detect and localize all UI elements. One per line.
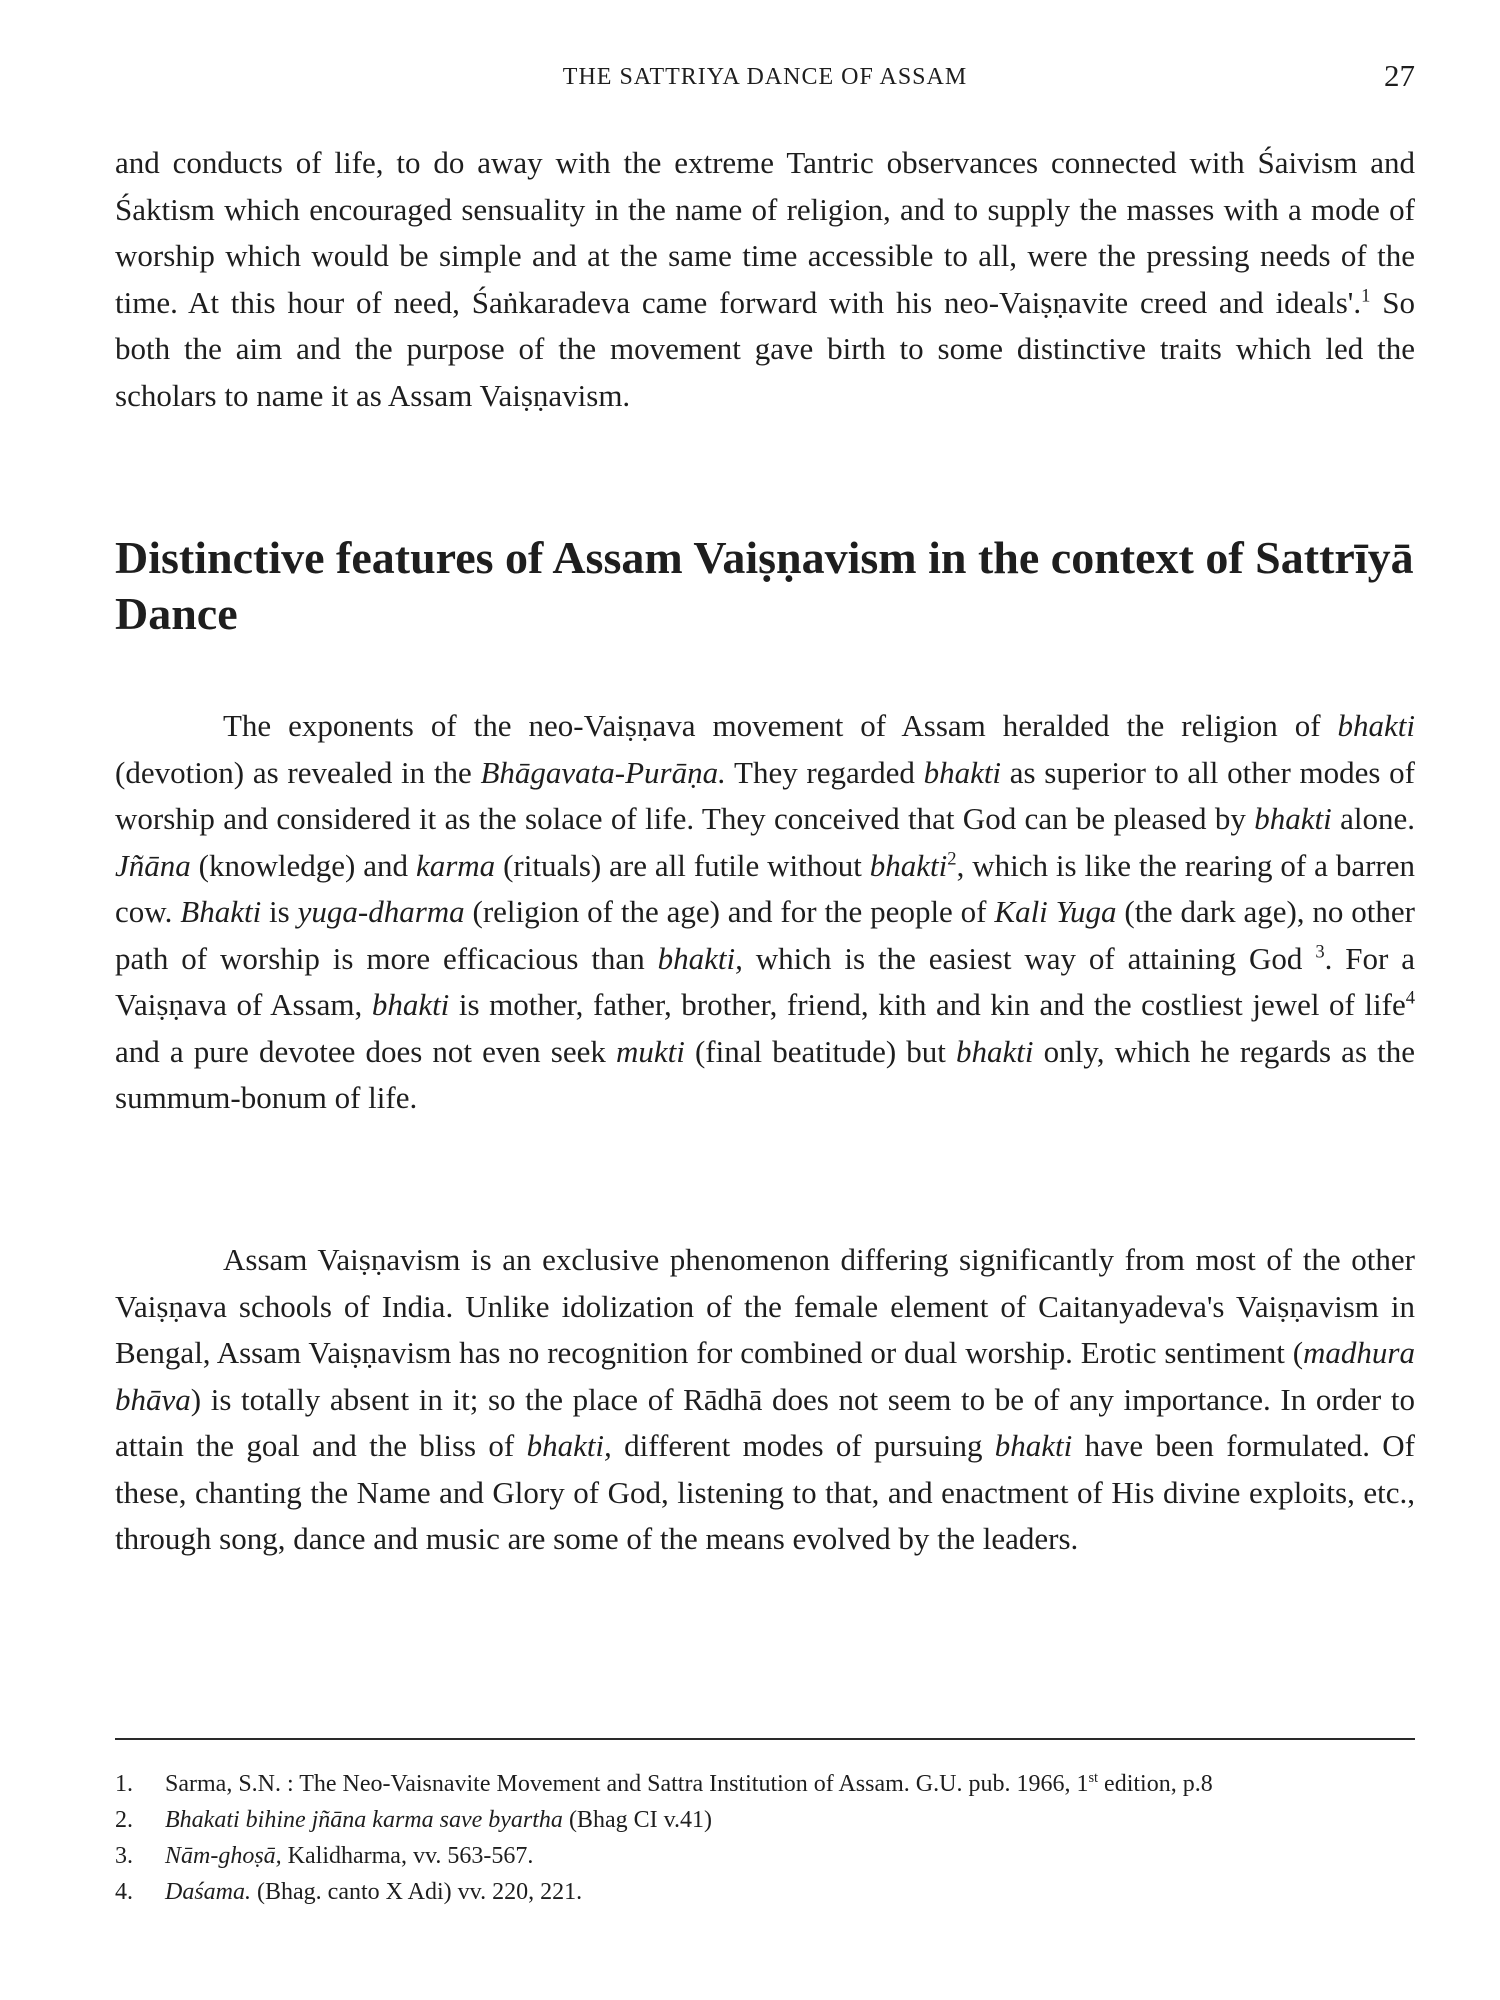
footnote-ref[interactable]: 2 [947,848,957,870]
page-number: 27 [1384,58,1415,93]
paragraph-assam-vaisnavism [115,1237,1415,1563]
text-run: . For a Vaiṣṇava of Assam, [115,940,1415,1022]
text-run: and a pure devotee does not even seek [115,1033,616,1069]
section-heading: Distinctive features of Assam Vaiṣṇavism in the context of Sattrīyā Dance [115,532,1414,639]
text-run: have been formulated. Of these, chanting the Name and Glory of God, listening to that, and enactment of His divine exploits, etc., through song, dance and music are some of the means evolved by the leaders. [115,1428,1415,1556]
emphasis: Bhakti [180,894,262,929]
text-run: is [261,894,298,929]
emphasis: bhakti [1254,801,1332,836]
emphasis: bhakti [869,847,948,883]
emphasis: mukti [615,1033,685,1069]
emphasis: bhakti [923,754,1002,790]
emphasis: bhakti [1337,708,1415,743]
text-run: (rituals) are all futile without [495,847,870,883]
emphasis: karma [415,847,496,883]
emphasis: Bhakati bihine jñāna karma save byartha [165,1807,563,1833]
emphasis: bhakti [994,1428,1073,1463]
text-run: Kalidharma, vv. 563-567. [281,1843,534,1869]
emphasis: Jñāna [115,847,191,883]
text-run: They regarded [725,754,924,790]
footnote-ref[interactable]: 4 [1405,987,1415,1009]
paragraph-bhakti [115,703,1415,1122]
text-run: (devotion) as revealed in the [115,754,481,790]
running-head [115,58,1415,98]
emphasis: bhakti [371,987,450,1022]
text-run: ) is totally absent in it; so the place of Rādhā does not seem to be of any importance. In order to attain the goal and the bliss of [115,1381,1415,1463]
footnote-number: 4. [115,1879,133,1905]
footnote-list [115,1766,1415,1910]
running-title: THE SATTRIYA DANCE OF ASSAM [562,64,968,90]
footnote-number: 1. [115,1771,133,1797]
emphasis: Kali Yuga [994,894,1117,929]
text-run: only, which he regards as the summum-bonum of life. [115,1033,1415,1115]
text-run: The exponents of the neo-Vaiṣṇava movement of Assam heralded the religion of [223,708,1338,743]
text-run: as superior to all other modes of worship and considered it as the solace of life. They conceived that God can be pleased by [115,754,1415,836]
text-run: alone. [1331,801,1415,836]
text-run: So both the aim and the purpose of the movement gave birth to some distinctive traits which led the scholars to name it as Assam Vaiṣṇavism. [115,284,1415,413]
text-run: Assam Vaiṣṇavism is an exclusive phenomenon differing significantly from most of the other Vaiṣṇava schools of India. Unlike idolization of the female element of Caitanyadeva's Vaiṣṇavism in Bengal, Assam Vaiṣṇavism has no recognition for combined or dual worship. Erotic sentiment ( [115,1242,1415,1370]
text-run: (knowledge) and [190,847,416,883]
footnote-ref[interactable]: 3 [1315,941,1325,963]
text-run: Sarma, S.N. : The Neo-Vaisnavite Movement and Sattra Institution of Assam. G.U. pub. 1966, 1 [165,1771,1089,1797]
emphasis: bhakti, [526,1428,612,1463]
text-run: and conducts of life, to do away with the extreme Tantric observances connected with Śaivism and Śaktism which encouraged sensuality in the name of religion, and to supply the masses with a mode of worship which would be simple and at the same time accessible to all, were the pressing needs of the time. At this hour of need, Śaṅkaradeva came forward with his neo-Vaiṣṇavite creed and ideals'. [115,145,1415,320]
superscript: st [1088,1770,1099,1786]
footnote-item [115,1874,1415,1910]
emphasis: yuga-dharma [297,894,465,929]
footnote-item [115,1802,1415,1838]
text-run: different modes of pursuing [611,1428,995,1463]
emphasis: bhakti, [657,940,743,976]
emphasis: Nām-ghoṣā, [165,1843,282,1869]
text-run: is mother, father, brother, friend, kith and kin and the costliest jewel of life [449,987,1406,1022]
footnote-number: 3. [115,1843,133,1869]
text-run: (final beatitude) but [684,1033,956,1069]
text-run: , which is like the rearing of a barren cow. [115,847,1415,929]
emphasis: Bhāgavata-Purāṇa. [480,754,726,790]
text-run: (Bhag. canto X Adi) vv. 220, 221. [251,1879,583,1905]
footnote-divider [115,1738,1415,1740]
footnote-item [115,1838,1415,1874]
emphasis: Daśama. [165,1879,252,1905]
emphasis: madhura bhāva [115,1335,1415,1417]
paragraph-intro-continued [115,140,1415,419]
text-run: (the dark age), no other path of worship is more efficacious than [115,894,1415,976]
footnote-number: 2. [115,1807,133,1833]
text-run: (Bhag CI v.41) [562,1807,713,1833]
text-run: which is the easiest way of attaining God [742,940,1316,976]
text-run: (religion of the age) and for the people of [464,894,995,929]
text-run: edition, p.8 [1098,1771,1213,1797]
book-page [115,0,1415,2000]
footnote-item [115,1766,1415,1802]
emphasis: bhakti [956,1033,1034,1069]
footnote-ref[interactable]: 1 [1361,285,1371,307]
